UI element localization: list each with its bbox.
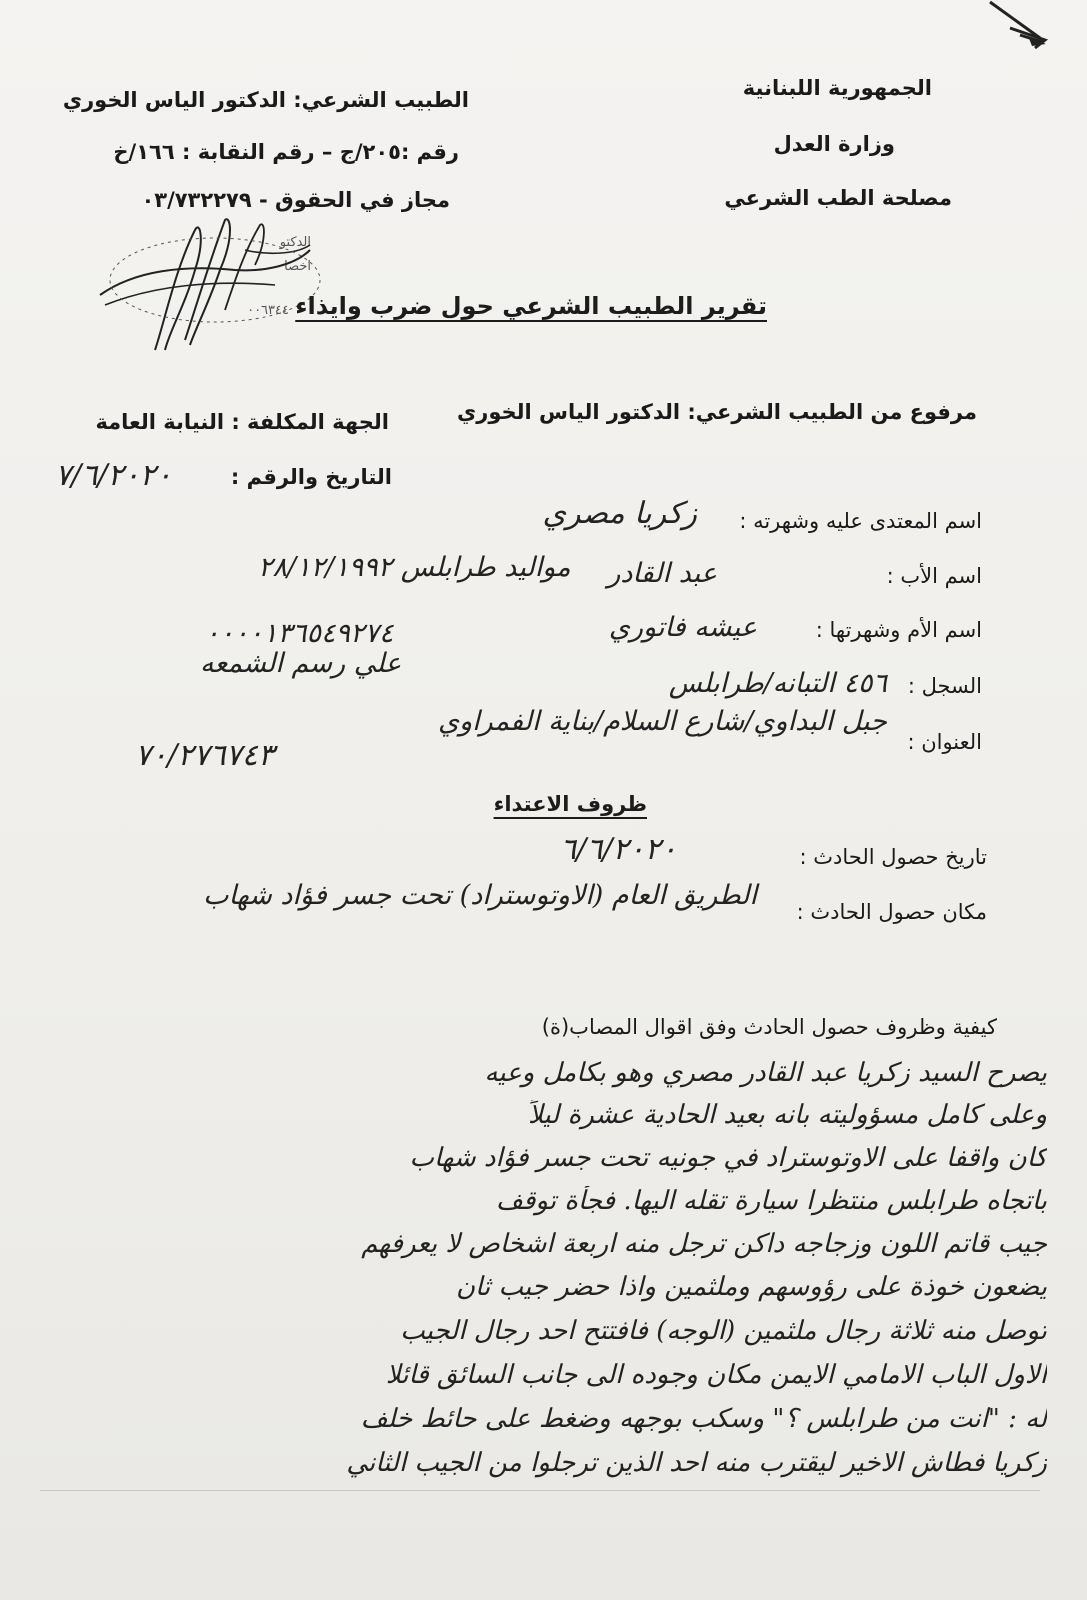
victim-name-label: اسم المعتدى عليه وشهرته :: [739, 509, 982, 533]
mother-name-value: عيشه فاتوري: [608, 612, 757, 643]
incident-place-value: الطريق العام (الاوتوستراد) تحت جسر فؤاد شهاب: [203, 880, 757, 911]
father-name-label: اسم الأب :: [886, 564, 982, 588]
id-number: ٠٠٠٠١٣٦٥٤٩٢٧٤: [205, 618, 394, 649]
phone-number: ٧٠/٢٧٦٧٤٣: [135, 738, 275, 773]
birth-place-date: مواليد طرابلس ٢٨/١٢/١٩٩٢: [258, 552, 571, 583]
report-title: تقرير الطبيب الشرعي حول ضرب وايذاء: [295, 292, 767, 320]
statement-line: له : "انت من طرابلس ؟" وسكب بوجهه وضغط على حائط خلف: [360, 1404, 1047, 1434]
statement-line: توصل منه ثلاثة رجال ملثمين (الوجه) فافتتح احد رجال الجيب: [400, 1316, 1047, 1346]
incident-date-label: تاريخ حصول الحادث :: [799, 845, 987, 869]
doctor-name-header: الطبيب الشرعي: الدكتور الياس الخوري: [62, 88, 469, 112]
statement-line: جيب قاتم اللون وزجاجه داكن ترجل منه اربعة اشخاص لا يعرفهم: [361, 1229, 1047, 1259]
stamp-line-2: اخصا: [284, 259, 311, 274]
registry-value: ٤٥٦ التبانه/طرابلس: [668, 668, 887, 699]
victim-name-value: زكريا مصري: [542, 496, 697, 531]
submitted-by-label: مرفوع من الطبيب الشرعي: الدكتور الياس الخوري: [456, 400, 977, 424]
incident-date-value: ٦/٦/٢٠٢٠: [560, 832, 677, 867]
stamp-line-3: ٠٠٦٣٤٤: [247, 303, 289, 318]
statement-line: باتجاه طرابلس منتظرا سيارة تقله اليها. فجأة توقف: [496, 1186, 1047, 1216]
date-number-label: التاريخ والرقم :: [230, 465, 392, 489]
doctor-signature: [95, 210, 345, 360]
pen-corner-mark: [980, 0, 1080, 80]
statement-line: وعلى كامل مسؤوليته بانه بعيد الحادية عشرة ليلاً: [528, 1100, 1047, 1130]
statement-line: يضعون خوذة على رؤوسهم وملثمين واذا حضر جيب ثان: [455, 1272, 1047, 1302]
date-number-value: ٧/٦/٢٠٢٠: [55, 458, 172, 493]
address-value: جبل البداوي/شارع السلام/بناية الفمراوي: [437, 706, 887, 737]
statement-line: كان واقفا على الاوتوستراد في جونيه تحت جسر فؤاد شهاب: [409, 1143, 1047, 1173]
statement-line: زكريا فطاش الاخير ليقترب منه احد الذين ترجلوا من الجيب الثاني: [346, 1448, 1047, 1478]
assigning-entity: الجهة المكلفة : النيابة العامة: [95, 410, 389, 434]
statement-line: الاول الباب الامامي الايمن مكان وجوده الى جانب السائق قائلا: [385, 1360, 1047, 1390]
circumstances-heading: ظروف الاعتداء: [493, 792, 647, 816]
registry-note: علي رسم الشمعه: [200, 648, 402, 679]
page-edge-line: [40, 1490, 1040, 1491]
doctor-registration: رقم :٢٠٥/ج – رقم النقابة : ١٦٦/خ: [113, 140, 459, 164]
ministry-heading: وزارة العدل: [773, 132, 895, 156]
stamp-line-1: الدكتو: [279, 235, 311, 250]
statement-line: يصرح السيد زكريا عبد القادر مصري وهو بكامل وعيه: [484, 1058, 1047, 1088]
statement-label: كيفية وظروف حصول الحادث وفق اقوال المصاب(ة): [541, 1015, 997, 1039]
mother-name-label: اسم الأم وشهرتها :: [815, 618, 982, 642]
registry-label: السجل :: [907, 674, 982, 698]
department-heading: مصلحة الطب الشرعي: [724, 186, 952, 210]
republic-heading: الجمهورية اللبنانية: [742, 76, 932, 100]
doctor-law-degree-phone: مجاز في الحقوق - ٠٣/٧٣٢٢٧٩: [141, 188, 450, 212]
father-name-value: عبد القادر: [607, 558, 717, 589]
incident-place-label: مكان حصول الحادث :: [796, 900, 987, 924]
address-label: العنوان :: [907, 730, 982, 754]
